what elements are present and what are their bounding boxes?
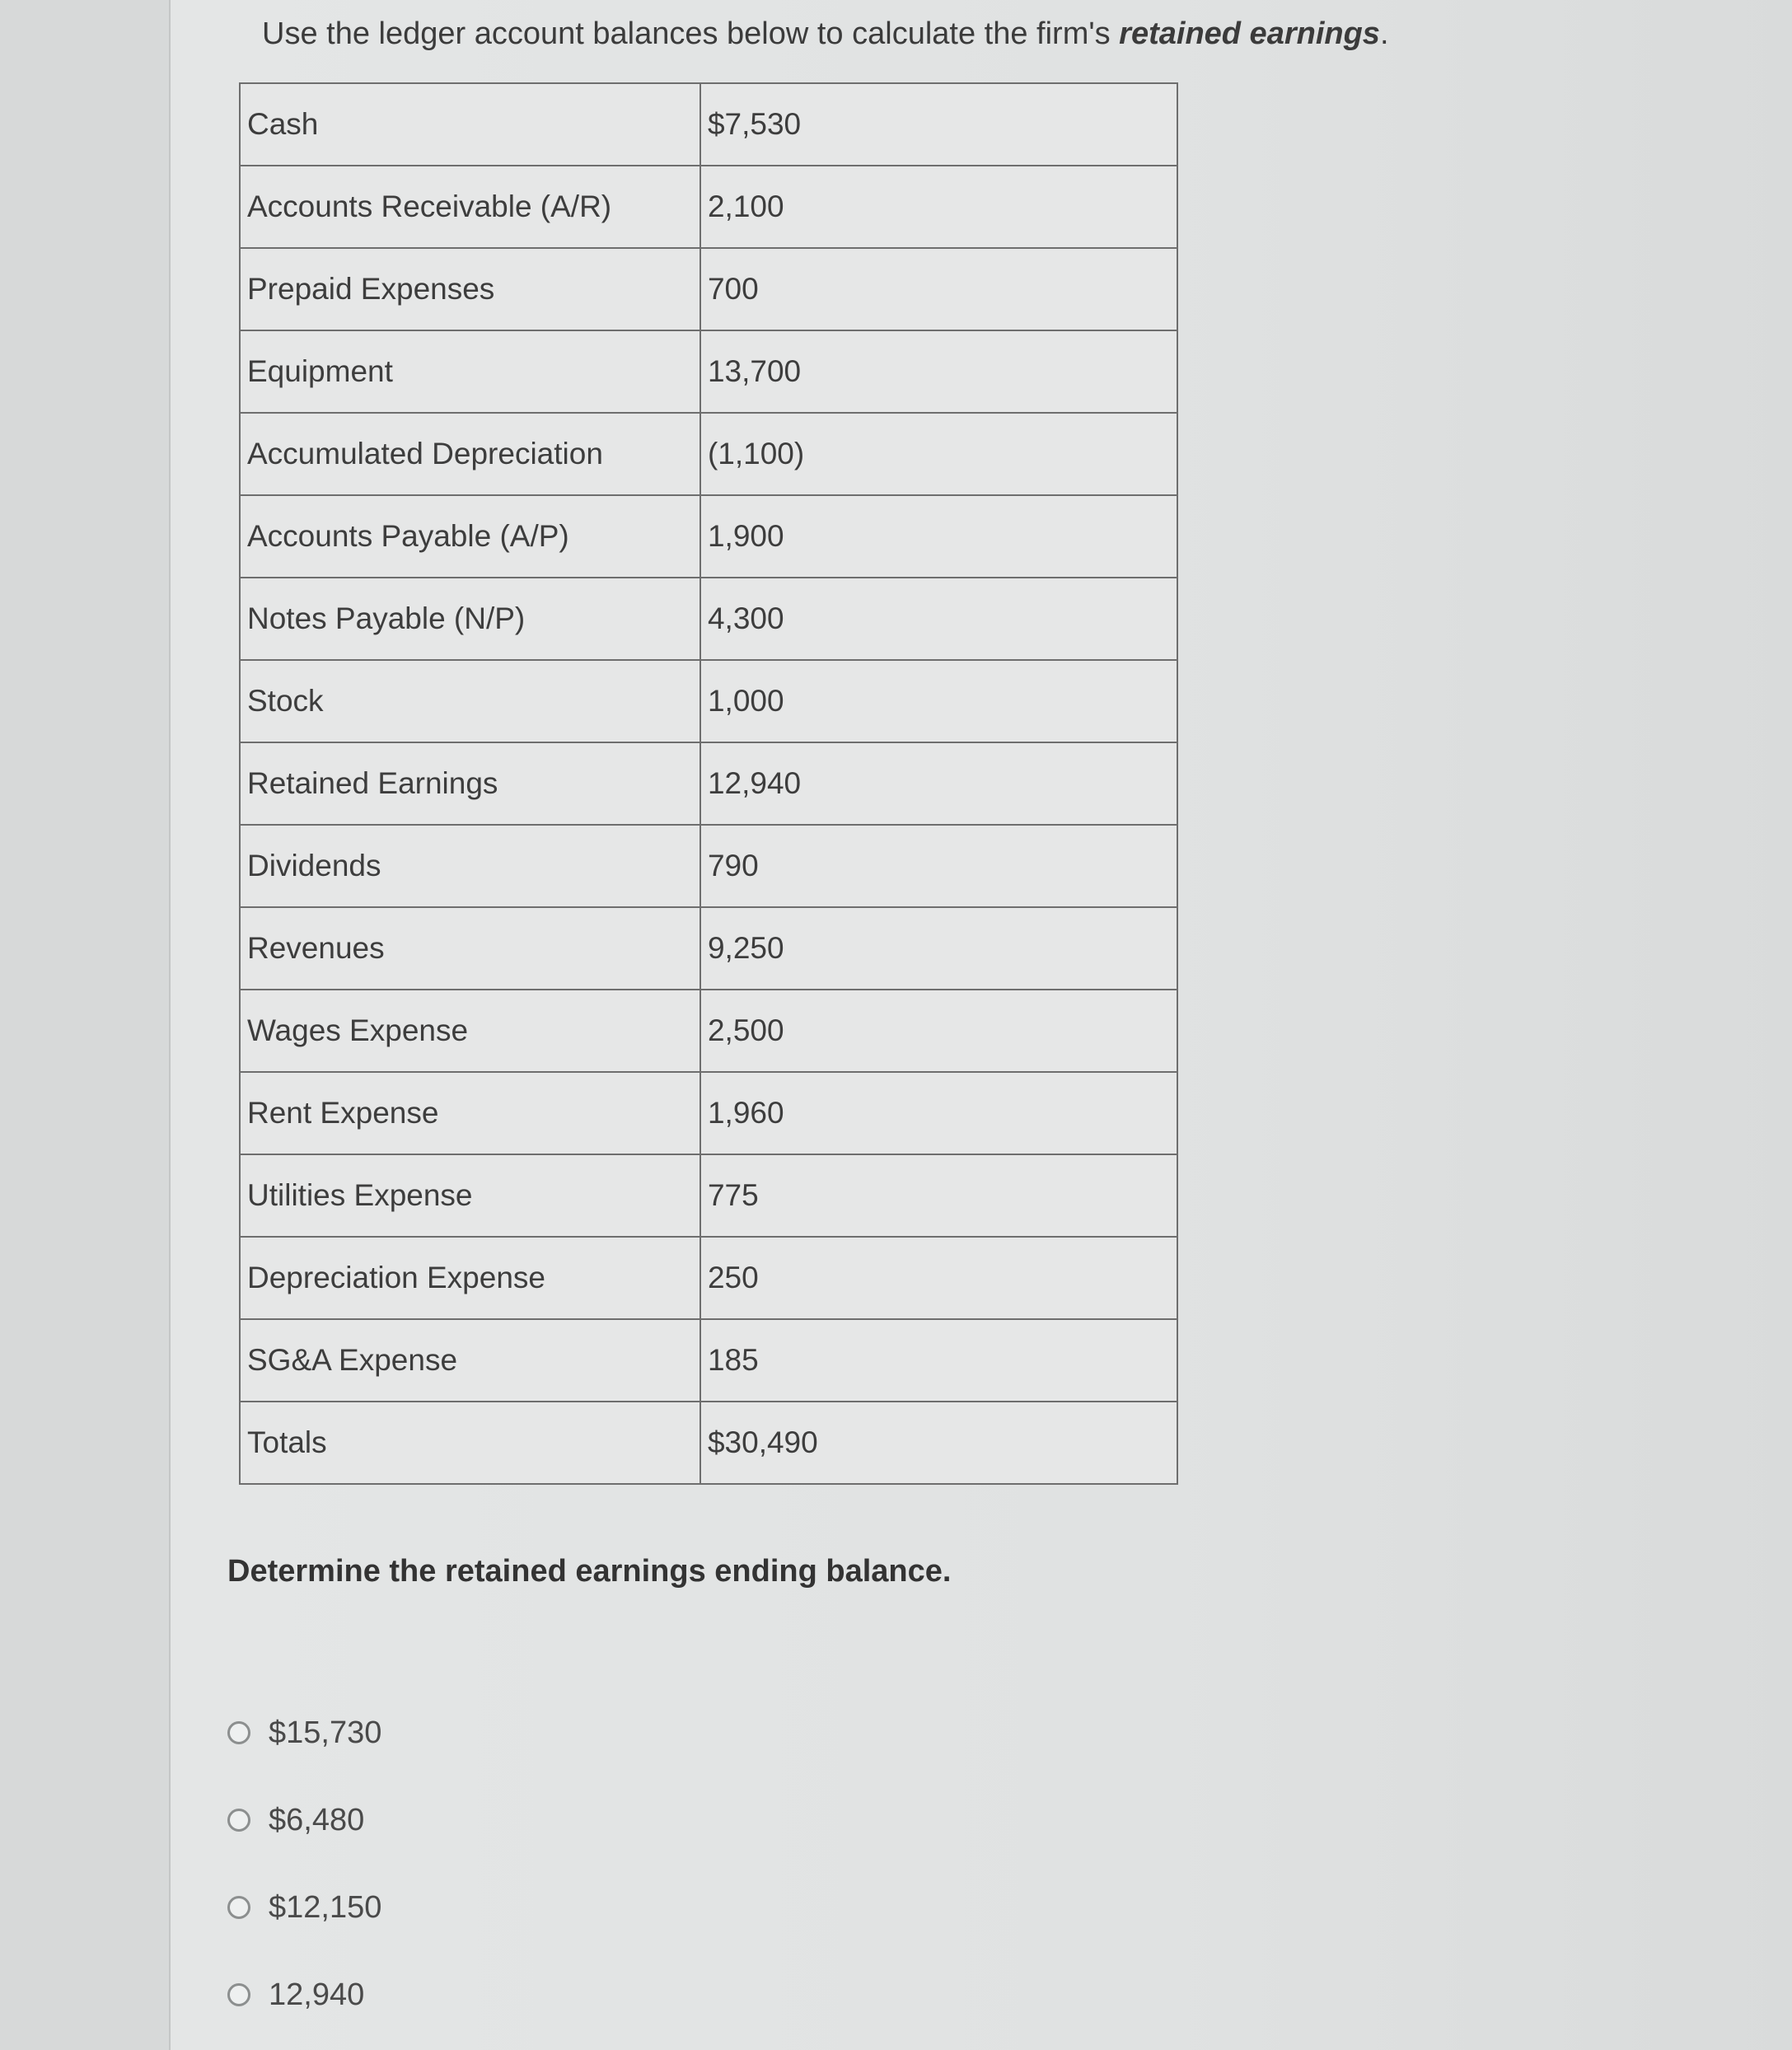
question-text: [262, 16, 1498, 52]
answer-choices: [227, 1689, 381, 2038]
account-name: Notes Payable (N/P): [240, 578, 700, 660]
left-rail: [0, 0, 171, 2050]
account-balance: 185: [700, 1319, 1177, 1402]
table-row: [240, 1154, 1177, 1237]
account-name: Wages Expense: [240, 990, 700, 1072]
answer-option[interactable]: [227, 1864, 381, 1951]
account-name: Accounts Payable (A/P): [240, 495, 700, 578]
account-name: Equipment: [240, 330, 700, 413]
radio-button-icon[interactable]: [227, 1983, 250, 2006]
account-balance: 13,700: [700, 330, 1177, 413]
answer-option-label[interactable]: $6,480: [269, 1802, 365, 1837]
totals-row: [240, 1402, 1177, 1484]
answer-prompt: Determine the retained earnings ending balance.: [227, 1554, 952, 1589]
radio-button-icon[interactable]: [227, 1721, 250, 1744]
table-row: [240, 413, 1177, 495]
table-row: [240, 1319, 1177, 1402]
account-name: Prepaid Expenses: [240, 248, 700, 330]
answer-option-label[interactable]: $12,150: [269, 1889, 382, 1925]
account-balance: 1,000: [700, 660, 1177, 742]
table-row: [240, 578, 1177, 660]
radio-button-icon[interactable]: [227, 1809, 250, 1832]
account-name: Cash: [240, 83, 700, 166]
table-row: [240, 330, 1177, 413]
account-name: Utilities Expense: [240, 1154, 700, 1237]
account-balance: 250: [700, 1237, 1177, 1319]
table-row: [240, 742, 1177, 825]
table-row: [240, 990, 1177, 1072]
account-name: Depreciation Expense: [240, 1237, 700, 1319]
account-balance: 790: [700, 825, 1177, 907]
answer-option[interactable]: [227, 1951, 381, 2038]
account-name: Accounts Receivable (A/R): [240, 166, 700, 248]
table-row: [240, 495, 1177, 578]
ledger-table: [239, 82, 1178, 1485]
account-name: Dividends: [240, 825, 700, 907]
account-balance: 12,940: [700, 742, 1177, 825]
answer-option[interactable]: [227, 1776, 381, 1864]
table-row: [240, 907, 1177, 990]
question-suffix: .: [1379, 16, 1389, 51]
table-row: [240, 660, 1177, 742]
table-row: [240, 248, 1177, 330]
account-balance: 2,100: [700, 166, 1177, 248]
account-name: Stock: [240, 660, 700, 742]
answer-option[interactable]: [227, 1689, 381, 1776]
answer-option-label[interactable]: 12,940: [269, 1977, 365, 2012]
account-name: Accumulated Depreciation: [240, 413, 700, 495]
account-name: Retained Earnings: [240, 742, 700, 825]
table-row: [240, 166, 1177, 248]
question-prefix: Use the ledger account balances below to calculate the firm's: [262, 16, 1120, 51]
table-row: [240, 83, 1177, 166]
account-name: Revenues: [240, 907, 700, 990]
account-balance: 1,960: [700, 1072, 1177, 1154]
account-balance: $7,530: [700, 83, 1177, 166]
account-balance: 2,500: [700, 990, 1177, 1072]
table-row: [240, 1072, 1177, 1154]
account-balance: 4,300: [700, 578, 1177, 660]
answer-option-label[interactable]: $15,730: [269, 1715, 382, 1750]
account-balance: 9,250: [700, 907, 1177, 990]
account-balance: 1,900: [700, 495, 1177, 578]
table-row: [240, 1237, 1177, 1319]
table-row: [240, 825, 1177, 907]
account-balance: 775: [700, 1154, 1177, 1237]
account-name: SG&A Expense: [240, 1319, 700, 1402]
totals-value: $30,490: [700, 1402, 1177, 1484]
account-name: Rent Expense: [240, 1072, 700, 1154]
account-balance: 700: [700, 248, 1177, 330]
question-emphasis: retained earnings: [1119, 16, 1380, 51]
totals-label: Totals: [240, 1402, 700, 1484]
radio-button-icon[interactable]: [227, 1896, 250, 1919]
account-balance: (1,100): [700, 413, 1177, 495]
